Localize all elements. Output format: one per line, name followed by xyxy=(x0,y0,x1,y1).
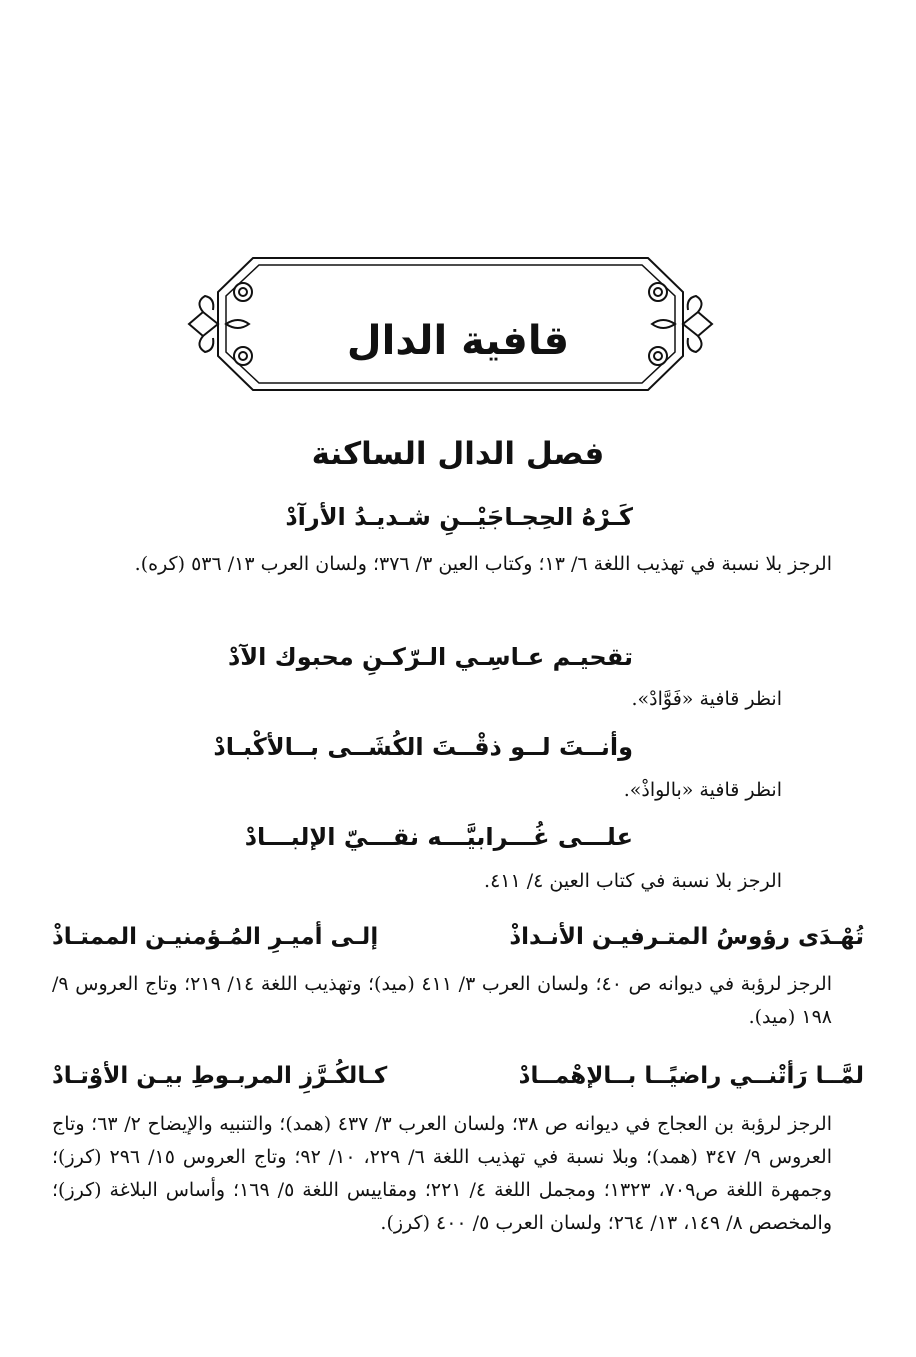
section-heading: فصل الدال الساكنة xyxy=(311,436,605,472)
note-6: الرجز لرؤبة بن العجاج في ديوانه ص ٣٨؛ ولسان العرب ٣/ ٤٣٧ (همد)؛ والتنبيه والإيضاح ٢/ ٦٣؛ وتاج العروس ٩/ ٣٤٧ (همد)؛ وبلا نسبة في تهذيب اللغة ٦/ ٢٢٩، ١٠/ ٩٢؛ وتاج العروس ١٥/ ٢٩٦ (كرز)؛ وجمهرة اللغة ص٧٠٩، ١٣٢٣؛ ومجمل اللغة ٤/ ٢٢١؛ ومقاييس اللغة ٥/ ١٦٩؛ وأساس البلاغة (كرز)؛ والمخصص ٨/ ١٤٩، ١٣/ ٢٦٤؛ ولسان العرب ٥/ ٤٠٠ (كرز). xyxy=(52,1113,832,1234)
verse-1: كَـرْهُ الحِجـاجَيْــنِ شـديـدُ الأرآدْ xyxy=(285,503,633,531)
note-2: انظر قافية «فَوَّادْ». xyxy=(631,688,782,710)
hemistich-left-6: كـالكُـرَّزِ المربـوطِ بيـن الأوْتـادْ xyxy=(52,1063,388,1089)
verse-pair-6 xyxy=(52,1063,864,1089)
verse-pair-5 xyxy=(52,924,864,950)
note-5: الرجز لرؤبة في ديوانه ص ٤٠؛ ولسان العرب ٣/ ٤١١ (ميد)؛ وتهذيب اللغة ١٤/ ٢١٩؛ وتاج العروس ٩/ ١٩٨ (ميد). xyxy=(52,973,832,1028)
verse-2: تقحيـم عـاسِـي الـرّكـنِ محبوك الآدْ xyxy=(227,643,633,671)
hemistich-right-6: لمَّــا رَأتْنــي راضيًــا بــالإهْمــادْ xyxy=(518,1063,864,1089)
hemistich-left-5: إلـى أميـرِ المُـؤمنيـن الممتـاذْ xyxy=(52,924,379,950)
verse-3: وأنــتَ لــو ذقْــتَ الكُشَــى بــالأكْبـادْ xyxy=(213,733,633,761)
chapter-title: قافية الدال xyxy=(346,318,570,364)
note-4: الرجز بلا نسبة في كتاب العين ٤/ ٤١١. xyxy=(484,870,782,892)
verse-4: علـــى غُـــرابيَّـــه نقـــيّ الإلبـــادْ xyxy=(244,823,633,851)
note-3: انظر قافية «بالواذْ». xyxy=(623,779,782,801)
hemistich-right-5: تُهْـدَى رؤوسُ المتـرفيـن الأنـداذْ xyxy=(509,924,864,950)
note-1: الرجز بلا نسبة في تهذيب اللغة ٦/ ١٣؛ وكتاب العين ٣/ ٣٧٦؛ ولسان العرب ١٣/ ٥٣٦ (كره). xyxy=(134,553,832,575)
